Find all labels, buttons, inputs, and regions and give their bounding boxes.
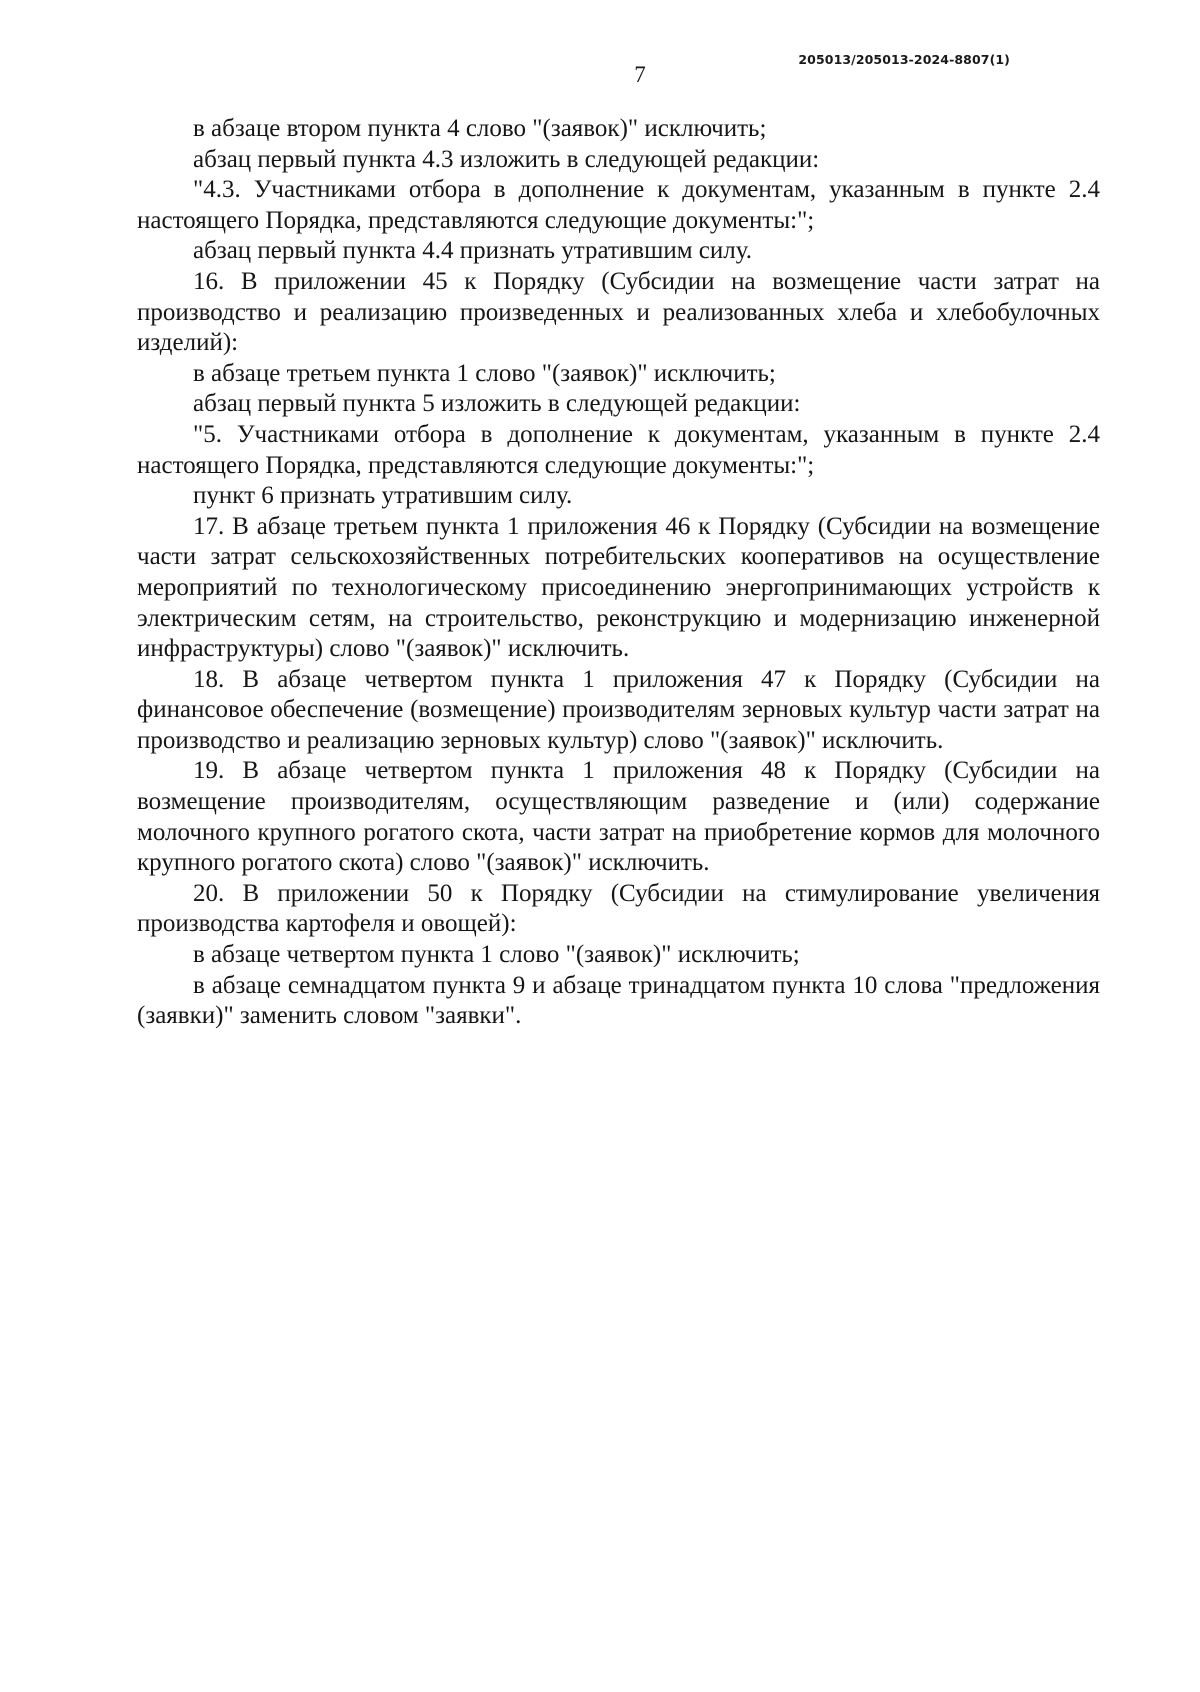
page-number: 7 [634,62,646,87]
document-registration-number: 205013/205013-2024-8807(1) [798,52,1010,67]
paragraph: 18. В абзаце четвертом пункта 1 приложения 47 к Порядку (Субсидии на финансовое обеспечение (возмещение) производителям зерновых культур части затрат на производство и реализацию зерновых культур) слово "(заявок)" исключить. [137,665,1100,754]
paragraph: абзац первый пункта 4.3 изложить в следующей редакции: [193,145,820,173]
paragraph: абзац первый пункта 4.4 признать утратившим силу. [193,237,752,265]
paragraph: в абзаце втором пункта 4 слово "(заявок)" исключить; [193,115,767,142]
paragraph: 16. В приложении 45 к Порядку (Субсидии на возмещение части затрат на производство и реализацию произведенных и реализованных хлеба и хлебобулочных изделий): [137,267,1100,357]
paragraph: в абзаце третьем пункта 1 слово "(заявок)" исключить; [193,359,776,387]
paragraph: пункт 6 признать утратившим силу. [193,482,573,510]
paragraph: 17. В абзаце третьем пункта 1 приложения 46 к Порядку (Субсидии на возмещение части затрат сельскохозяйственных потребительских кооперативов на осуществление мероприятий по технологическому присоединению энергопринимающих устройств к электрическим сетям, на строительство, реконструкцию и модернизацию инженерной инфраструктуры) слово "(заявок)" исключить. [137,512,1100,663]
paragraph: 20. В приложении 50 к Порядку (Субсидии на стимулирование увеличения производства картофеля и овощей): [137,879,1100,938]
document-body [137,114,1100,1032]
paragraph: "4.3. Участниками отбора в дополнение к документам, указанным в пункте 2.4 настоящего Порядка, представляются следующие документы:"; [137,176,1100,234]
paragraph: "5. Участниками отбора в дополнение к документам, указанным в пункте 2.4 настоящего Порядка, представляются следующие документы:"; [137,420,1100,479]
paragraph: в абзаце семнадцатом пункта 9 и абзаце тринадцатом пункта 10 слова "предложения (заявки)" заменить словом "заявки". [137,971,1100,1030]
paragraph: абзац первый пункта 5 изложить в следующей редакции: [193,390,801,418]
paragraph: 19. В абзаце четвертом пункта 1 приложения 48 к Порядку (Субсидии на возмещение производителям, осуществляющим разведение и (или) содержание молочного крупного рогатого скота, части затрат на приобретение кормов для молочного крупного рогатого скота) слово "(заявок)" исключить. [137,757,1100,877]
paragraph: в абзаце четвертом пункта 1 слово "(заявок)" исключить; [193,941,800,969]
